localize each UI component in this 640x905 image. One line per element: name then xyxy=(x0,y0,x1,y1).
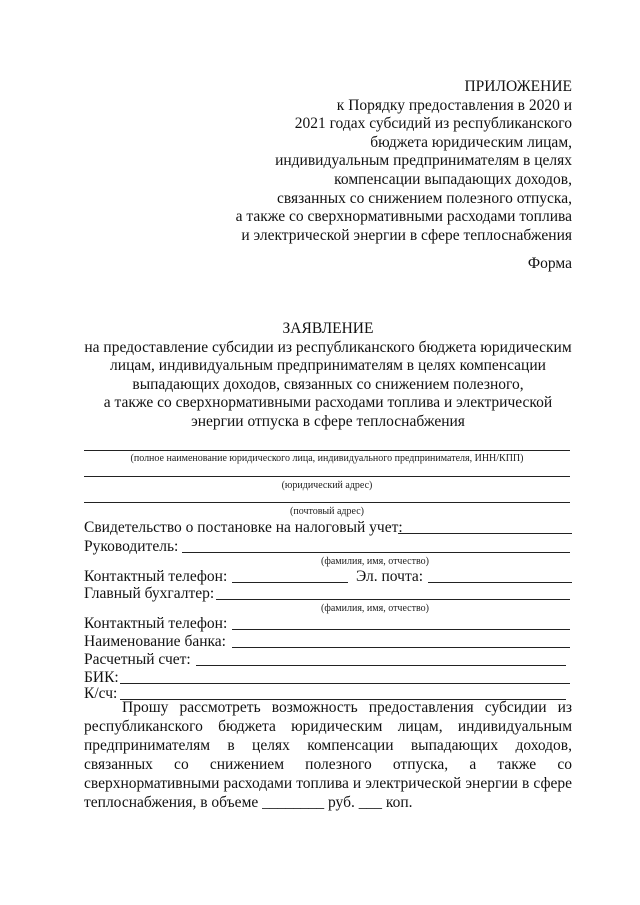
contact-phone-input[interactable] xyxy=(232,582,348,583)
contact-phone-label: Контактный телефон: xyxy=(84,568,228,585)
contact-phone-2-input[interactable] xyxy=(232,629,570,630)
full-name-caption: (полное наименование юридического лица, индивидуального предпринимателя, ИНН/КПП) xyxy=(130,453,524,464)
account-input[interactable] xyxy=(196,665,566,666)
contact-phone-2-row xyxy=(84,614,572,633)
tax-certificate-label: Свидетельство о постановке на налоговый учет: xyxy=(84,519,403,536)
statement-title: ЗАЯВЛЕНИЕ xyxy=(282,320,374,337)
contact-phone-2-label: Контактный телефон: xyxy=(84,615,228,632)
request-paragraph xyxy=(84,698,572,812)
appendix-heading: ПРИЛОЖЕНИЕ xyxy=(464,78,572,95)
appendix-header xyxy=(212,78,572,245)
appendix-line: бюджета юридическим лицам, xyxy=(370,133,572,151)
bank-name-label: Наименование банка: xyxy=(84,633,226,650)
postal-address-caption: (почтовый адрес) xyxy=(290,506,364,517)
tax-certificate-row xyxy=(84,518,572,537)
statement-subtitle-line: лицам, индивидуальным предпринимателям в целях компенсации xyxy=(110,357,546,375)
corr-account-label: К/сч: xyxy=(84,685,118,702)
legal-address-caption: (юридический адрес) xyxy=(281,480,373,491)
head-row xyxy=(84,537,572,556)
full-name-line[interactable] xyxy=(84,450,570,451)
statement-subtitle-line: энергии отпуска в сфере теплоснабжения xyxy=(191,412,465,430)
appendix-line: 2021 годах субсидий из республиканского xyxy=(294,115,572,133)
appendix-line: компенсации выпадающих доходов, xyxy=(334,170,572,188)
statement-subtitle-line: выпадающих доходов, связанных со снижением полезного, xyxy=(132,375,524,393)
statement-subtitle-line: на предоставление субсидии из республиканского бюджета юридическим xyxy=(84,338,572,356)
bank-name-input[interactable] xyxy=(232,647,570,648)
head-input[interactable] xyxy=(182,552,570,553)
appendix-line: индивидуальным предпринимателям в целях xyxy=(275,152,572,170)
account-row xyxy=(84,650,572,669)
appendix-line: связанных со снижением полезного отпуска, xyxy=(277,189,572,207)
appendix-line: а также со сверхнормативными расходами топлива xyxy=(235,208,572,226)
statement-title-block xyxy=(80,320,576,432)
bank-name-row xyxy=(84,632,572,651)
request-text: Прошу рассмотреть возможность предоставления субсидии из республиканского бюджета юридическим лицам, индивидуальным предпринимателям в целях компенсации выпадающих доходов, связанных со снижением полезного отпуска, а также со сверхнормативными расходами топлива и электрической энергии в сфере теплоснабжения, в объеме xyxy=(84,699,572,811)
chief-accountant-label: Главный бухгалтер: xyxy=(84,585,215,602)
statement-subtitle-line: а также со сверхнормативными расходами топлива и электрической xyxy=(103,394,553,412)
email-label: Эл. почта: xyxy=(356,568,424,585)
head-label: Руководитель: xyxy=(84,538,179,555)
email-input[interactable] xyxy=(428,582,572,583)
account-label: Расчетный счет: xyxy=(84,651,191,668)
form-label: Форма xyxy=(527,255,572,272)
request-amount: ________ руб. ___ коп. xyxy=(262,794,413,811)
chief-accountant-row xyxy=(84,584,572,603)
appendix-line: и электрической энергии в сфере теплоснабжения xyxy=(241,226,572,244)
accountant-fio-caption: (фамилия, имя, отчество) xyxy=(321,603,429,614)
tax-certificate-input[interactable] xyxy=(398,533,572,534)
head-fio-caption: (фамилия, имя, отчество) xyxy=(321,556,429,567)
postal-address-line[interactable] xyxy=(84,502,570,503)
appendix-line: к Порядку предоставления в 2020 и xyxy=(336,96,572,114)
bik-label: БИК: xyxy=(84,669,119,686)
legal-address-line[interactable] xyxy=(84,476,570,477)
chief-accountant-input[interactable] xyxy=(216,599,570,600)
